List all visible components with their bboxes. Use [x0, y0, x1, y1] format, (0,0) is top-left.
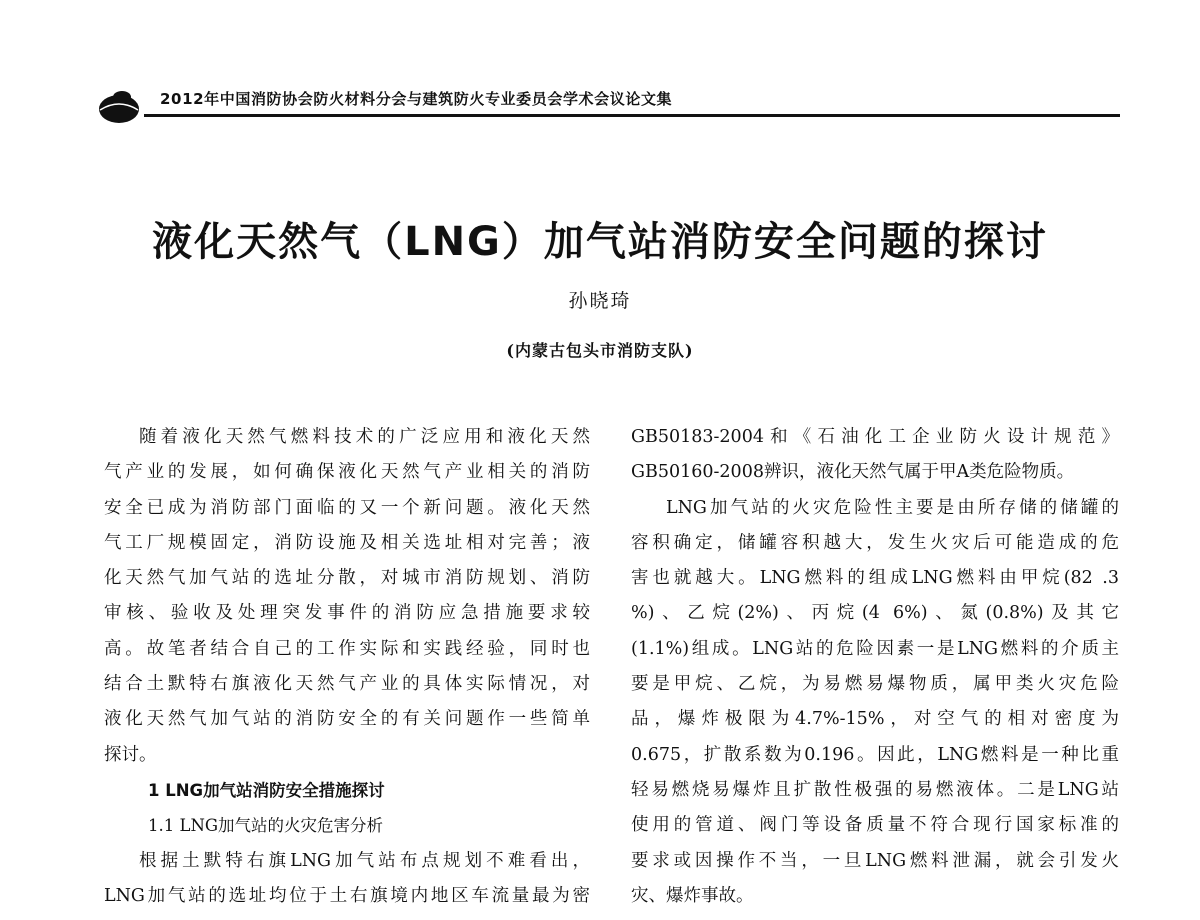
paragraph-standards: [631, 420, 1119, 491]
text-line: 液化天然气加气站的消防安全的有关问题作一些简单: [104, 709, 590, 730]
text-line: 结合土默特右旗液化天然气产业的具体实际情况，对: [104, 674, 590, 695]
text-line: GB50160-2008辨识，液化天然气属于甲A类危险物质。: [631, 462, 1075, 483]
article-affiliation: (内蒙古包头市消防支队): [506, 341, 694, 360]
text-line: 化天然气加气站的选址分散，对城市消防规划、消防: [104, 568, 590, 589]
text-line: 要求或因操作不当，一旦LNG燃料泄漏，就会引发火: [631, 850, 1119, 871]
text-line: 害也就越大。LNG燃料的组成LNG燃料由甲烷(82 .3: [631, 568, 1119, 589]
intro-paragraph: [104, 420, 590, 773]
text-line: 轻易燃烧易爆炸且扩散性极强的易燃液体。二是LNG站: [631, 779, 1119, 800]
text-line: 气产业的发展，如何确保液化天然气产业相关的消防: [104, 462, 590, 483]
article-author: 孙晓琦: [568, 290, 632, 312]
text-line: 随着液化天然气燃料技术的广泛应用和液化天然: [139, 427, 590, 447]
paragraph-fire-hazard: [631, 491, 1119, 915]
paragraph-site-planning: [104, 844, 590, 915]
running-header: [98, 82, 1120, 122]
text-line: GB50183-2004和《石油化工企业防火设计规范》: [631, 427, 1119, 447]
text-line: 根据土默特右旗LNG加气站布点规划不难看出，: [139, 850, 590, 871]
text-line: 高。故笔者结合自己的工作实际和实践经验，同时也: [104, 638, 590, 659]
left-column: [104, 420, 590, 914]
subsection-heading-1-1: 1.1 LNG加气站的火灾危害分析: [148, 816, 384, 836]
header-rule: [144, 114, 1120, 117]
article-title: 液化天然气（LNG）加气站消防安全问题的探讨: [152, 219, 1048, 265]
conference-logo-icon: [98, 88, 140, 124]
section-heading-1: 1 LNG加气站消防安全措施探讨: [148, 780, 385, 800]
text-line: 灾、爆炸事故。: [631, 885, 754, 906]
text-line: 要是甲烷、乙烷，为易燃易爆物质，属甲类火灾危险: [631, 674, 1119, 695]
text-line: 品，爆炸极限为4.7%-15%，对空气的相对密度为: [631, 709, 1119, 730]
text-line: 气工厂规模固定，消防设施及相关选址相对完善；液: [104, 532, 590, 553]
text-line: 0.675，扩散系数为0.196。因此，LNG燃料是一种比重: [631, 744, 1119, 765]
right-column: [631, 420, 1119, 914]
text-line: 探讨。: [104, 744, 157, 765]
header-title: 2012年中国消防协会防火材料分会与建筑防火专业委员会学术会议论文集: [160, 90, 673, 108]
text-line: (1.1%)组成。LNG站的危险因素一是LNG燃料的介质主: [631, 638, 1119, 659]
text-line: 使用的管道、阀门等设备质量不符合现行国家标准的: [631, 815, 1119, 836]
text-line: 审核、验收及处理突发事件的消防应急措施要求较: [104, 603, 590, 624]
text-line: LNG加气站的选址均位于土右旗境内地区车流量最为密: [104, 885, 590, 906]
text-line: %)、乙烷(2%)、丙烷(4 6%)、氮(0.8%)及其它: [631, 603, 1119, 624]
text-line: 容积确定，储罐容积越大，发生火灾后可能造成的危: [631, 532, 1119, 553]
text-line: 安全已成为消防部门面临的又一个新问题。液化天然: [104, 497, 590, 518]
text-line: LNG加气站的火灾危险性主要是由所存储的储罐的: [666, 497, 1119, 518]
